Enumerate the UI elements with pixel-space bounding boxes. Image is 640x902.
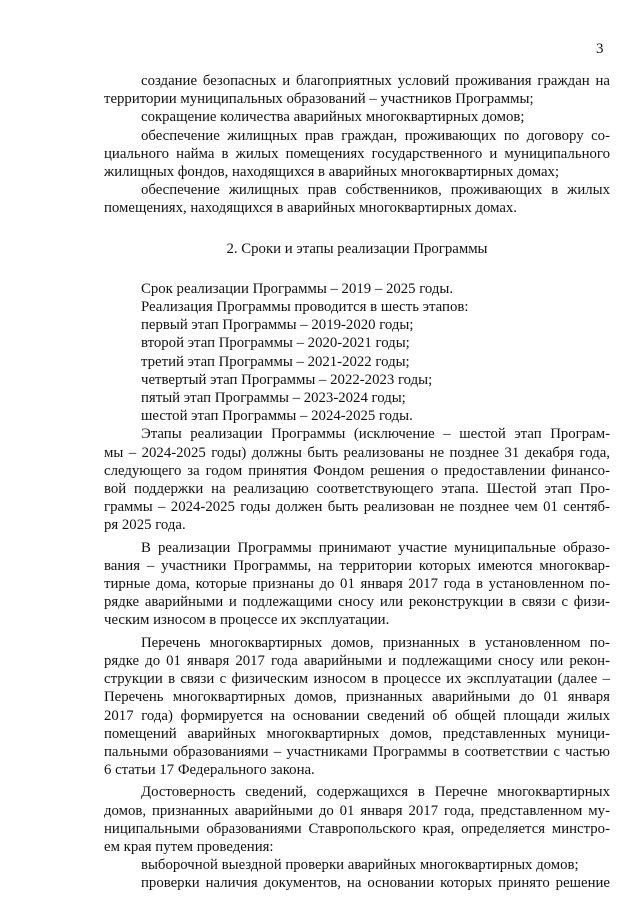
- text-line: территории муниципальных образований – участников Программы;: [104, 91, 534, 108]
- text-line: домов, признанных аварийными до 01 января 2017 года, представленном му-: [104, 802, 610, 819]
- text-line: В реализации Программы принимают участие муниципальные образо-: [141, 539, 610, 556]
- text-line: тирные дома, которые признаны до 01 января 2017 года в установленном по-: [104, 576, 610, 593]
- text-line: сокращение количества аварийных многоквартирных домов;: [141, 109, 525, 126]
- text-line: второй этап Программы – 2020-2021 годы;: [141, 335, 410, 352]
- participants-paragraph: [104, 539, 610, 630]
- text-line: пальными образованиями – участниками Программы в соответствии с частью: [104, 743, 610, 760]
- stages-block: [104, 280, 610, 426]
- text-line: Перечень многоквартирных домов, признанных аварийными до 01 января: [104, 689, 610, 706]
- text-line: вания – участники Программы, на территории которых имеются многоквар-: [104, 557, 610, 574]
- text-line: ем края путем проведения:: [104, 838, 274, 855]
- text-line: струкции в связи с физическим износом в процессе их эксплуатации (далее –: [104, 671, 610, 688]
- goals-block: [104, 72, 610, 218]
- text-line: третий этап Программы – 2021-2022 годы;: [141, 353, 410, 370]
- text-line: четвертый этап Программы – 2022-2023 годы;: [141, 371, 433, 388]
- text-line: обеспечение жилищных прав граждан, проживающих по договору со-: [141, 127, 610, 144]
- text-line: шестой этап Программы – 2024-2025 годы.: [141, 408, 413, 425]
- text-line: помещений аварийных многоквартирных домов, представленных муници-: [104, 725, 610, 742]
- text-line: мы – 2024-2025 годы) должны быть реализованы не позднее 31 декабря года,: [104, 444, 610, 461]
- text-line: ческим износом в процессе их эксплуатации.: [104, 612, 390, 629]
- section-heading: 2. Сроки и этапы реализации Программы: [226, 240, 488, 257]
- text-line: Этапы реализации Программы (исключение – шестой этап Програм-: [141, 426, 610, 443]
- text-line: Перечень многоквартирных домов, признанных в установленном по-: [141, 634, 610, 651]
- text-line: циального найма в жилых помещениях государственного и муниципального: [104, 145, 610, 162]
- text-line: ниципальными образованиями Ставропольского края, определяется минстро-: [104, 820, 610, 837]
- text-line: жилищных фондов, находящихся в аварийных многоквартирных домах;: [104, 164, 560, 181]
- text-line: рядке аварийными и подлежащими сносу или реконструкции в связи с физи-: [104, 594, 610, 611]
- text-line: создание безопасных и благоприятных условий проживания граждан на: [141, 73, 610, 89]
- text-line: выборочной выездной проверки аварийных многоквартирных домов;: [141, 857, 579, 874]
- text-line: граммы – 2024-2025 годы должен быть реализован не позднее чем 01 сентяб-: [104, 499, 610, 516]
- text-line: Достоверность сведений, содержащихся в Перечне многоквартирных: [141, 784, 610, 801]
- text-line: Реализация Программы проводится в шесть этапов:: [141, 299, 469, 316]
- text-line: первый этап Программы – 2019-2020 годы;: [141, 317, 414, 334]
- text-line: проверки наличия документов, на основании которых принято решение: [141, 875, 610, 892]
- text-line: вой поддержки на реализацию соответствующего этапа. Шестой этап Про-: [104, 481, 610, 498]
- text-line: ря 2025 года.: [104, 517, 186, 534]
- text-line: 2017 года) формируется на основании сведений об общей площади жилых: [104, 707, 610, 724]
- text-line: 6 статьи 17 Федерального закона.: [104, 762, 315, 779]
- text-line: обеспечение жилищных прав собственников, проживающих в жилых: [141, 182, 610, 199]
- stages-deadline-paragraph: [104, 425, 610, 534]
- text-line: помещениях, находящихся в аварийных многоквартирных домах.: [104, 200, 518, 217]
- housing-list-paragraph: [104, 634, 610, 780]
- text-line: следующего за годом принятия Фондом решения о предоставлении финансо-: [104, 462, 610, 479]
- reliability-paragraph: [104, 783, 610, 892]
- page-number: 3: [596, 41, 604, 57]
- text-line: пятый этап Программы – 2023-2024 годы;: [141, 390, 406, 407]
- text-line: рядке до 01 января 2017 года аварийными и подлежащими сносу или рекон-: [104, 652, 610, 669]
- document-body: [104, 72, 610, 893]
- text-line: Срок реализации Программы – 2019 – 2025 годы.: [141, 280, 454, 297]
